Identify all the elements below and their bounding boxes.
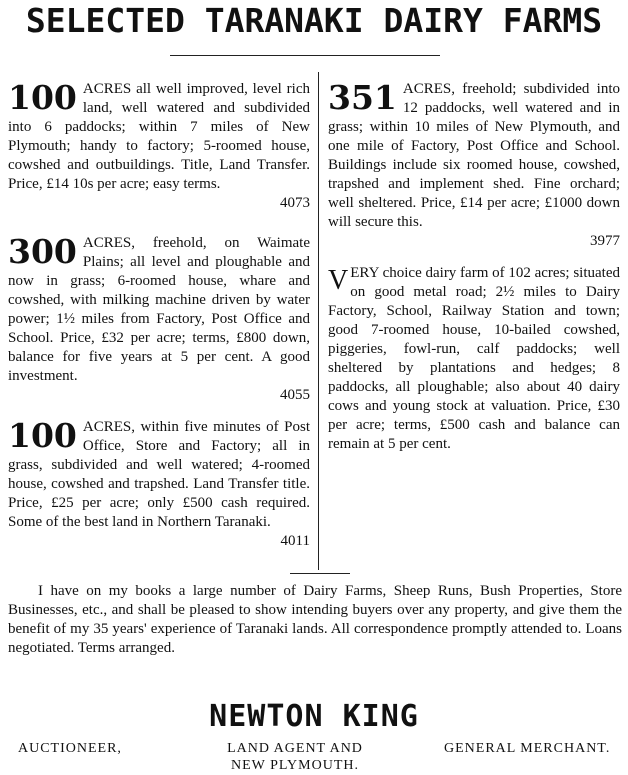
listing-text: ACRES, freehold, on Waimate Plains; all level and ploughable and now in grass; 6-roomed house, whare and cowshed, with milking machine driven by water power; 1½ miles from Factory, Post Office and School. Price, £32 per acre; terms, £800 down, balance for five years at 5 per cent. A good investment. (8, 235, 310, 384)
role-land-agent-line: LAND AGENT AND (227, 741, 363, 756)
listing-ref: 4055 (280, 387, 310, 403)
role-auctioneer: AUCTIONEER, (18, 741, 122, 756)
notice-text: I have on my books a large number of Dairy Farms, Sheep Runs, Bush Properties, Store Businesses, etc., and shall be pleased to show intending buyers over any property, and give them the benefit of my 35 years' experience of Taranaki lands. All correspondence promptly attended to. Loans negotiated. Terms arranged. (8, 583, 622, 656)
column-divider (318, 72, 319, 570)
listing-acreage: 100 (8, 416, 77, 455)
listing-100-acres-post-office (8, 418, 310, 551)
drop-cap: V (328, 265, 349, 296)
listing-100-acres-7-miles (8, 80, 310, 234)
left-column (8, 80, 310, 551)
listing-300-acres-waimate (8, 234, 310, 418)
listing-text: ERY choice dairy farm of 102 acres; situated on good metal road; 2½ miles to Dairy Factory, School, Railway Station and town; good 7-roomed house, 10-bailed cowshed, piggeries, fowl-run, calf paddocks; well sheltered by plantations and hedges; 8 paddocks, all ploughable; also about 40 dairy cows and young stock at valuation. Price, £30 per acre; terms, £500 cash and balance can remain at 5 per cent. (328, 265, 620, 452)
title-rule (170, 55, 440, 56)
listing-102-acres (328, 264, 620, 454)
page-title: SELECTED TARANAKI DAIRY FARMS (25, 1, 603, 40)
location-line: NEW PLYMOUTH. (230, 758, 359, 773)
listing-text: ACRES all well improved, level rich land, well watered and subdivided into 6 paddocks; within 7 miles of New Plymouth; handy to factory; 5-roomed house, cowshed and outbuildings. Title, Land Transfer. Price, £14 10s per acre; easy terms. (8, 81, 310, 192)
listing-acreage: 100 (8, 78, 77, 117)
general-notice (8, 582, 622, 658)
advertiser-name: NEWTON KING (209, 699, 419, 734)
listing-ref: 4073 (280, 195, 310, 211)
listing-acreage: 300 (8, 232, 77, 271)
listing-text: ACRES, freehold; subdivided into 12 paddocks, well watered and in grass; within 10 miles of New Plymouth, and one mile of Factory, Post Office and School. Buildings include six roomed house, cowshed, trapshed and implement shed. Fine orchard; well sheltered. Price, £14 per acre; £1000 down will secure this. (328, 81, 620, 230)
right-column (328, 80, 620, 454)
listing-ref: 4011 (280, 533, 310, 549)
listing-acreage: 351 (328, 78, 397, 117)
role-land-agent (200, 740, 390, 774)
footer-rule (290, 573, 350, 574)
role-general-merchant: GENERAL MERCHANT. (444, 741, 611, 756)
listing-text: ACRES, within five minutes of Post Office, Store and Factory; all in grass, subdivided and well watered; 4-roomed house, cowshed and trapshed. Land Transfer title. Price, £25 per acre; only £500 cash required. Some of the best land in Northern Taranaki. (8, 419, 310, 530)
listing-ref: 3977 (590, 233, 620, 249)
listing-351-acres (328, 80, 620, 264)
